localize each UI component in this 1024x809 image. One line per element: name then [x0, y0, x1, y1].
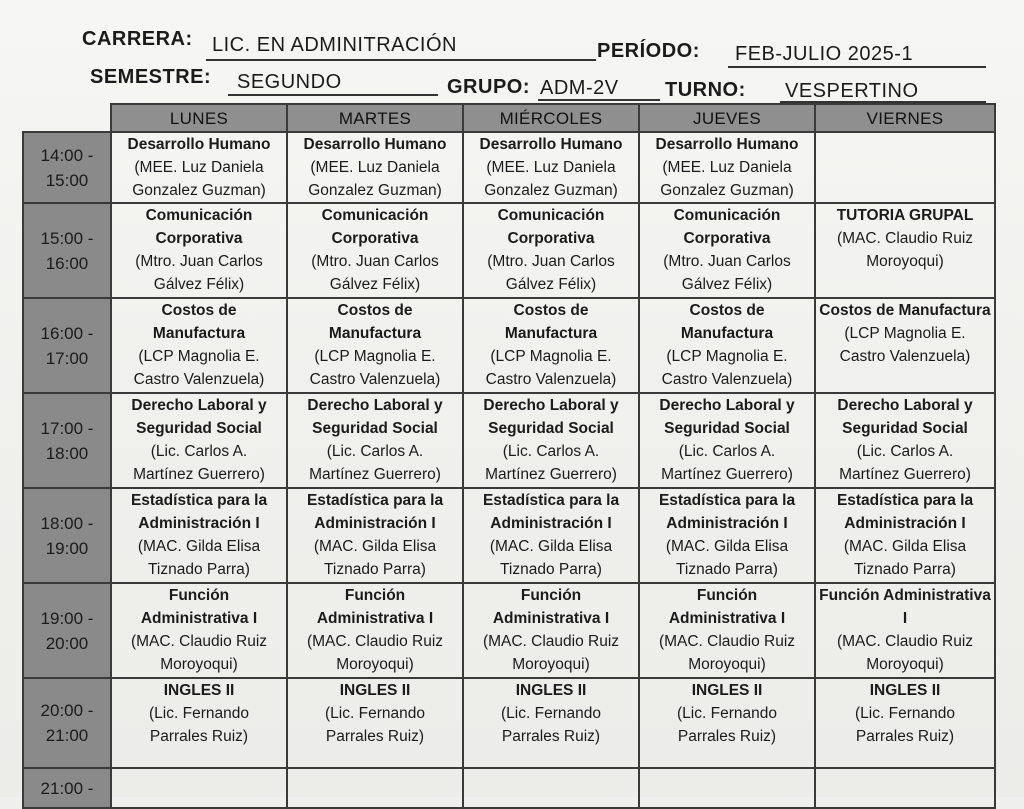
professor-line: Tiznado Parra) — [324, 561, 426, 578]
subject-name: INGLES II — [515, 682, 587, 699]
subject-name: Estadística para la Administración I — [130, 492, 268, 532]
professor-line: (MAC. Gilda Elisa — [843, 538, 967, 555]
subject-name: INGLES II — [869, 682, 941, 699]
professor-line: Parrales Ruiz) — [325, 728, 425, 745]
class-cell — [639, 768, 815, 808]
corner-cell — [23, 104, 111, 132]
class-cell — [815, 393, 995, 488]
class-cell — [287, 488, 463, 583]
class-cell — [287, 583, 463, 678]
turno-value: VESPERTINO — [785, 80, 919, 102]
class-cell — [639, 488, 815, 583]
class-cell — [815, 678, 995, 768]
professor-line: Parrales Ruiz) — [855, 728, 955, 745]
professor-line: Gonzalez Guzman) — [484, 182, 618, 199]
subject-name: Derecho Laboral y Seguridad Social — [659, 397, 795, 437]
professor-line: (LCP Magnolia E. — [666, 348, 788, 365]
class-cell — [639, 393, 815, 488]
subject-name: Comunicación Corporativa — [145, 207, 253, 247]
professor-line: Moroyoqui) — [866, 656, 944, 673]
time-slot-cell — [23, 678, 111, 768]
class-cell — [111, 203, 287, 298]
professor-line: (Lic. Fernando — [325, 705, 425, 722]
subject-name: Función Administrativa I — [140, 587, 258, 627]
professor-line: (Lic. Fernando — [149, 705, 249, 722]
class-cell — [463, 298, 639, 393]
subject-name: Costos de Manufactura — [152, 302, 246, 342]
table-row — [23, 768, 995, 808]
professor-line: (MAC. Claudio Ruiz — [130, 633, 268, 650]
class-cell — [111, 678, 287, 768]
class-cell — [111, 488, 287, 583]
subject-name: Comunicación Corporativa — [321, 207, 429, 247]
time-slot-cell — [23, 583, 111, 678]
professor-line: Tiznado Parra) — [676, 561, 778, 578]
day-header: VIERNES — [815, 104, 995, 132]
table-row — [23, 132, 995, 203]
time-start: 18:00 - — [40, 513, 94, 533]
professor-line: (MAC. Claudio Ruiz — [836, 633, 974, 650]
professor-line: (MAC. Claudio Ruiz — [836, 230, 974, 247]
day-header: JUEVES — [639, 104, 815, 132]
subject-name: Derecho Laboral y Seguridad Social — [483, 397, 619, 437]
professor-line: (Lic. Fernando — [501, 705, 601, 722]
time-start: 16:00 - — [40, 323, 94, 343]
subject-name: INGLES II — [339, 682, 411, 699]
class-cell — [287, 203, 463, 298]
professor-line: (Lic. Carlos A. — [678, 443, 776, 460]
day-header: LUNES — [111, 104, 287, 132]
grupo-label: GRUPO: — [447, 76, 530, 98]
subject-name: Estadística para la Administración I — [306, 492, 444, 532]
professor-line: Martínez Guerrero) — [661, 466, 793, 483]
professor-line: Moroyoqui) — [512, 656, 590, 673]
class-cell — [111, 132, 287, 203]
class-cell — [815, 298, 995, 393]
time-end: 17:00 — [45, 348, 89, 368]
professor-line: Gonzalez Guzman) — [660, 182, 794, 199]
class-cell — [287, 768, 463, 808]
time-end: 19:00 — [45, 538, 89, 558]
time-start: 19:00 - — [40, 608, 94, 628]
subject-name: Estadística para la Administración I — [658, 492, 796, 532]
professor-line: (Lic. Carlos A. — [502, 443, 600, 460]
class-cell — [111, 583, 287, 678]
professor-line: (MAC. Gilda Elisa — [137, 538, 261, 555]
time-slot-cell — [23, 768, 111, 808]
class-cell — [639, 203, 815, 298]
subject-name: Función Administrativa I — [819, 587, 991, 627]
professor-line: Gonzalez Guzman) — [308, 182, 442, 199]
subject-name: Costos de Manufactura — [504, 302, 598, 342]
time-slot-cell — [23, 393, 111, 488]
periodo-label: PERÍODO: — [597, 40, 700, 62]
professor-line: (MEE. Luz Daniela — [310, 159, 440, 176]
semestre-label: SEMESTRE: — [90, 66, 212, 88]
table-row — [23, 488, 995, 583]
professor-line: Martínez Guerrero) — [309, 466, 441, 483]
class-cell — [815, 203, 995, 298]
class-cell — [287, 298, 463, 393]
class-cell — [111, 768, 287, 808]
time-start: 17:00 - — [40, 418, 94, 438]
subject-name: Derecho Laboral y Seguridad Social — [131, 397, 267, 437]
subject-name: Desarrollo Humano — [479, 136, 623, 153]
subject-name: Desarrollo Humano — [303, 136, 447, 153]
class-cell — [287, 132, 463, 203]
professor-line: (Lic. Carlos A. — [856, 443, 954, 460]
subject-name: Comunicación Corporativa — [673, 207, 781, 247]
subject-name: Costos de Manufactura — [680, 302, 774, 342]
table-row — [23, 298, 995, 393]
subject-name: Desarrollo Humano — [655, 136, 799, 153]
carrera-underline — [206, 59, 596, 61]
subject-name: Derecho Laboral y Seguridad Social — [307, 397, 443, 437]
professor-line: Moroyoqui) — [336, 656, 414, 673]
professor-line: Castro Valenzuela) — [133, 371, 265, 388]
professor-line: Gálvez Félix) — [681, 276, 773, 293]
professor-line: (MAC. Claudio Ruiz — [658, 633, 796, 650]
subject-name: Función Administrativa I — [316, 587, 434, 627]
professor-line: (Mtro. Juan Carlos — [663, 253, 791, 270]
class-cell — [815, 583, 995, 678]
time-start: 20:00 - — [40, 701, 94, 720]
subject-name: Función Administrativa I — [668, 587, 786, 627]
professor-line: Moroyoqui) — [688, 656, 766, 673]
professor-line: Martínez Guerrero) — [485, 466, 617, 483]
subject-name: Comunicación Corporativa — [497, 207, 605, 247]
professor-line: Gonzalez Guzman) — [132, 182, 266, 199]
time-slot-cell — [23, 298, 111, 393]
day-header: MIÉRCOLES — [463, 104, 639, 132]
professor-line: Castro Valenzuela) — [661, 371, 793, 388]
subject-name: INGLES II — [691, 682, 763, 699]
professor-line: (MEE. Luz Daniela — [134, 159, 264, 176]
day-header-row — [23, 104, 995, 132]
professor-line: Parrales Ruiz) — [677, 728, 777, 745]
professor-line: (Lic. Fernando — [677, 705, 777, 722]
professor-line: Castro Valenzuela) — [485, 371, 617, 388]
professor-line: (MEE. Luz Daniela — [662, 159, 792, 176]
professor-line: (Mtro. Juan Carlos — [487, 253, 615, 270]
professor-line: (LCP Magnolia E. — [138, 348, 260, 365]
time-end: 21:00 — [45, 726, 89, 745]
periodo-underline — [728, 66, 986, 68]
professor-line: Tiznado Parra) — [500, 561, 602, 578]
professor-line: (LCP Magnolia E. — [844, 325, 966, 342]
time-slot-cell — [23, 488, 111, 583]
subject-name: Función Administrativa I — [492, 587, 610, 627]
periodo-value: FEB-JULIO 2025-1 — [735, 43, 914, 65]
class-cell — [463, 678, 639, 768]
professor-line: (Mtro. Juan Carlos — [311, 253, 439, 270]
subject-name: Desarrollo Humano — [127, 136, 271, 153]
class-cell — [815, 768, 995, 808]
professor-line: Tiznado Parra) — [854, 561, 956, 578]
class-cell — [463, 583, 639, 678]
class-cell — [815, 132, 995, 203]
table-row — [23, 583, 995, 678]
class-cell — [287, 393, 463, 488]
time-start: 15:00 - — [40, 228, 94, 248]
professor-line: Gálvez Félix) — [153, 276, 245, 293]
time-end: 15:00 — [45, 170, 89, 190]
professor-line: Moroyoqui) — [866, 253, 944, 270]
subject-name: TUTORIA GRUPAL — [836, 207, 974, 224]
semestre-underline — [228, 94, 438, 96]
professor-line: (MAC. Claudio Ruiz — [306, 633, 444, 650]
class-cell — [639, 583, 815, 678]
professor-line: Gálvez Félix) — [329, 276, 421, 293]
class-cell — [463, 393, 639, 488]
subject-name: INGLES II — [163, 682, 235, 699]
professor-line: Gálvez Félix) — [505, 276, 597, 293]
time-end: 18:00 — [45, 443, 89, 463]
class-cell — [463, 203, 639, 298]
time-slot-cell — [23, 132, 111, 203]
turno-label: TURNO: — [665, 79, 746, 101]
professor-line: (MAC. Claudio Ruiz — [482, 633, 620, 650]
professor-line: (MEE. Luz Daniela — [486, 159, 616, 176]
time-start: 21:00 - — [40, 778, 94, 798]
professor-line: (LCP Magnolia E. — [314, 348, 436, 365]
class-cell — [639, 132, 815, 203]
professor-line: Moroyoqui) — [160, 656, 238, 673]
class-cell — [287, 678, 463, 768]
professor-line: Martínez Guerrero) — [839, 466, 971, 483]
class-cell — [111, 298, 287, 393]
table-row — [23, 203, 995, 298]
class-cell — [463, 488, 639, 583]
time-end: 16:00 — [45, 253, 89, 273]
subject-name: Estadística para la Administración I — [482, 492, 620, 532]
class-cell — [111, 393, 287, 488]
professor-line: (Lic. Carlos A. — [326, 443, 424, 460]
professor-line: Tiznado Parra) — [148, 561, 250, 578]
time-start: 14:00 - — [40, 145, 94, 165]
professor-line: (MAC. Gilda Elisa — [313, 538, 437, 555]
professor-line: Castro Valenzuela) — [309, 371, 441, 388]
subject-name: Costos de Manufactura — [819, 302, 991, 319]
professor-line: Parrales Ruiz) — [149, 728, 249, 745]
schedule-table — [22, 103, 996, 809]
day-header: MARTES — [287, 104, 463, 132]
subject-name: Estadística para la Administración I — [836, 492, 974, 532]
subject-name: Derecho Laboral y Seguridad Social — [837, 397, 973, 437]
time-slot-cell — [23, 203, 111, 298]
professor-line: (Lic. Carlos A. — [150, 443, 248, 460]
carrera-value: LIC. EN ADMINITRACIÓN — [212, 34, 457, 56]
table-row — [23, 678, 995, 768]
professor-line: Martínez Guerrero) — [133, 466, 265, 483]
semestre-value: SEGUNDO — [237, 71, 342, 93]
professor-line: Castro Valenzuela) — [839, 348, 971, 365]
professor-line: Parrales Ruiz) — [501, 728, 601, 745]
class-cell — [463, 132, 639, 203]
carrera-label: CARRERA: — [82, 28, 193, 50]
professor-line: (MAC. Gilda Elisa — [665, 538, 789, 555]
class-cell — [463, 768, 639, 808]
professor-line: (Lic. Fernando — [855, 705, 955, 722]
professor-line: (MAC. Gilda Elisa — [489, 538, 613, 555]
grupo-underline — [538, 99, 660, 101]
subject-name: Costos de Manufactura — [328, 302, 422, 342]
class-cell — [639, 678, 815, 768]
grupo-value: ADM-2V — [540, 77, 619, 99]
table-row — [23, 393, 995, 488]
class-cell — [815, 488, 995, 583]
class-cell — [639, 298, 815, 393]
professor-line: (Mtro. Juan Carlos — [135, 253, 263, 270]
professor-line: (LCP Magnolia E. — [490, 348, 612, 365]
time-end: 20:00 — [45, 633, 89, 653]
